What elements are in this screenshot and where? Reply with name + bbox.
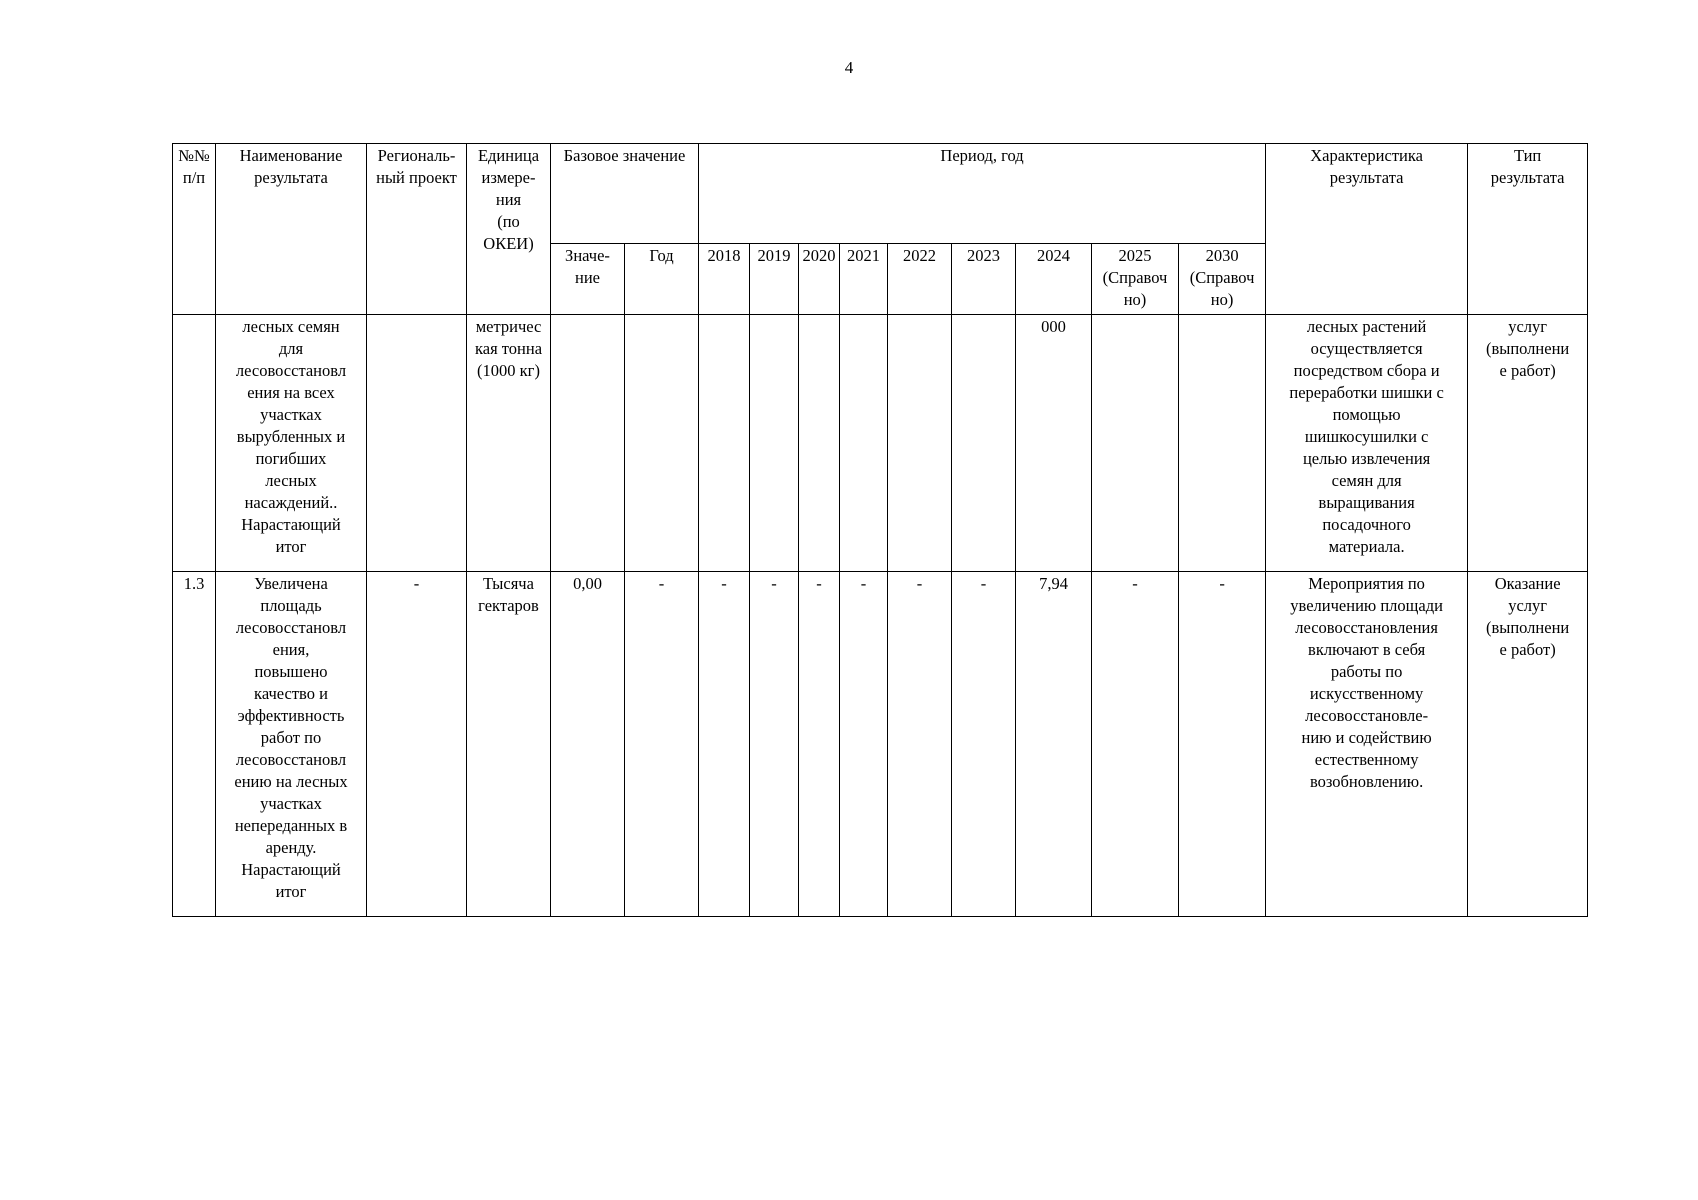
subheader-2019: 2019 bbox=[750, 244, 799, 315]
header-number: №№ п/п bbox=[173, 144, 216, 315]
row2-2025: - bbox=[1092, 572, 1179, 917]
row2-2023: - bbox=[952, 572, 1016, 917]
row1-2022 bbox=[888, 315, 952, 572]
row1-2023 bbox=[952, 315, 1016, 572]
row2-2024: 7,94 bbox=[1016, 572, 1092, 917]
subheader-2023: 2023 bbox=[952, 244, 1016, 315]
row1-characteristic: лесных растений осуществляется посредством сбора и переработки шишки с помощью шишкосушилки с целью извлечения семян для выращивания посадочного материала. bbox=[1266, 315, 1468, 572]
row2-result-name: Увеличена площадь лесовосстановл ения, повышено качество и эффективность работ по лесовосстановл ению на лесных участках непереданных в аренду. Нарастающий итог bbox=[216, 572, 367, 917]
subheader-year: Год bbox=[625, 244, 699, 315]
row1-base-value bbox=[551, 315, 625, 572]
row1-regional-project bbox=[367, 315, 467, 572]
row2-regional-project: - bbox=[367, 572, 467, 917]
page-number: 4 bbox=[844, 58, 854, 77]
row1-2018 bbox=[699, 315, 750, 572]
results-table bbox=[172, 143, 1588, 917]
header-unit: Единица измере- ния (по ОКЕИ) bbox=[467, 144, 551, 315]
row1-base-year bbox=[625, 315, 699, 572]
row1-2019 bbox=[750, 315, 799, 572]
row2-2018: - bbox=[699, 572, 750, 917]
row2-2021: - bbox=[840, 572, 888, 917]
row2-2019: - bbox=[750, 572, 799, 917]
row1-2020 bbox=[799, 315, 840, 572]
subheader-value: Значе- ние bbox=[551, 244, 625, 315]
table-row bbox=[173, 572, 1588, 917]
subheader-2030: 2030 (Справоч но) bbox=[1179, 244, 1266, 315]
row1-2025 bbox=[1092, 315, 1179, 572]
table-header-row bbox=[173, 144, 1588, 244]
row1-number bbox=[173, 315, 216, 572]
header-characteristic: Характеристика результата bbox=[1266, 144, 1468, 315]
subheader-2021: 2021 bbox=[840, 244, 888, 315]
subheader-2020: 2020 bbox=[799, 244, 840, 315]
row2-number: 1.3 bbox=[173, 572, 216, 917]
header-result-type: Тип результата bbox=[1468, 144, 1588, 315]
row1-result-name: лесных семян для лесовосстановл ения на всех участках вырубленных и погибших лесных насаждений.. Нарастающий итог bbox=[216, 315, 367, 572]
row2-base-value: 0,00 bbox=[551, 572, 625, 917]
row2-characteristic: Мероприятия по увеличению площади лесовосстановления включают в себя работы по искусственному лесовосстановле- нию и содействию естественному возобновлению. bbox=[1266, 572, 1468, 917]
row1-result-type: услуг (выполнени е работ) bbox=[1468, 315, 1588, 572]
row1-2021 bbox=[840, 315, 888, 572]
row1-2024: 000 bbox=[1016, 315, 1092, 572]
row2-2020: - bbox=[799, 572, 840, 917]
subheader-2022: 2022 bbox=[888, 244, 952, 315]
row2-base-year: - bbox=[625, 572, 699, 917]
row1-unit: метричес кая тонна (1000 кг) bbox=[467, 315, 551, 572]
header-regional-project: Региональ- ный проект bbox=[367, 144, 467, 315]
header-base-value: Базовое значение bbox=[551, 144, 699, 244]
row1-2030 bbox=[1179, 315, 1266, 572]
row2-unit: Тысяча гектаров bbox=[467, 572, 551, 917]
header-result-name: Наименование результата bbox=[216, 144, 367, 315]
row2-2022: - bbox=[888, 572, 952, 917]
subheader-2018: 2018 bbox=[699, 244, 750, 315]
row2-result-type: Оказание услуг (выполнени е работ) bbox=[1468, 572, 1588, 917]
table-row bbox=[173, 315, 1588, 572]
header-period: Период, год bbox=[699, 144, 1266, 244]
subheader-2025: 2025 (Справоч но) bbox=[1092, 244, 1179, 315]
row2-2030: - bbox=[1179, 572, 1266, 917]
subheader-2024: 2024 bbox=[1016, 244, 1092, 315]
